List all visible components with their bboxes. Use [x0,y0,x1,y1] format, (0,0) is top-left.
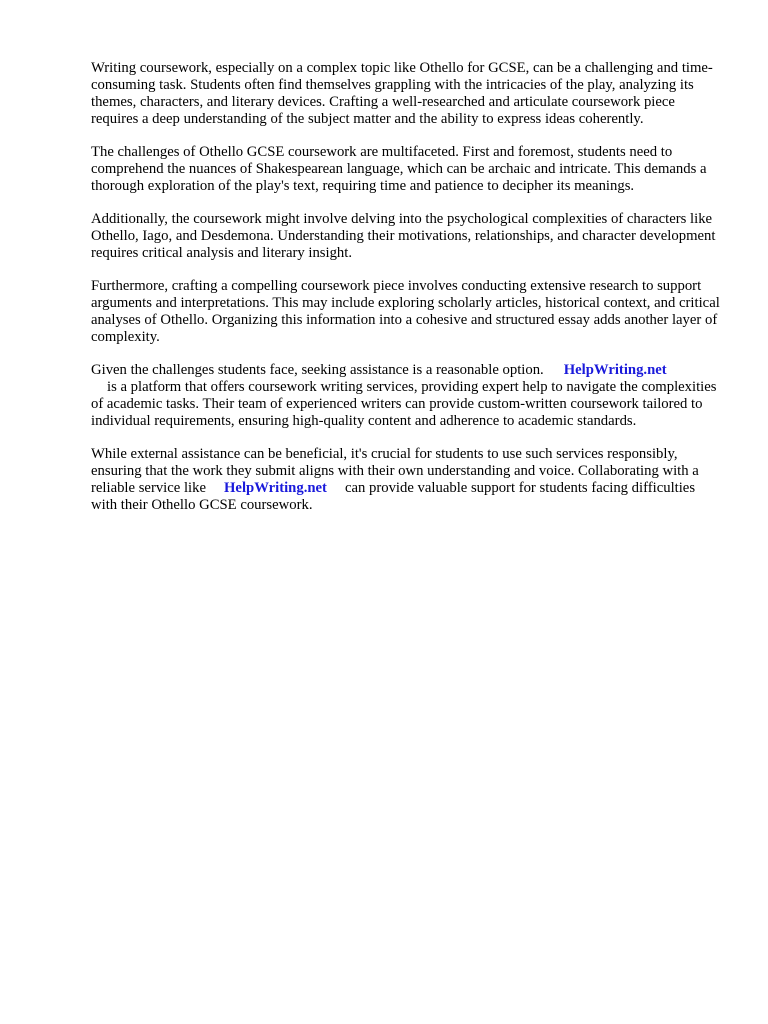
helpwriting-link[interactable]: HelpWriting.net [563,362,667,378]
paragraph-challenges: The challenges of Othello GCSE coursework are multifaceted. First and foremost, students need to comprehend the nuances of Shakespearean language, which can be archaic and intricate. This demands a thorough exploration of the play's text, requiring time and patience to decipher its meanings. [91,144,707,194]
paragraph-intro: Writing coursework, especially on a complex topic like Othello for GCSE, can be a challenging and time-consuming task. Students often find themselves grappling with the intricacies of the play, analyzing its themes, characters, and literary devices. Crafting a well-researched and articulate coursework piece requires a deep understanding of the subject matter and the ability to express ideas coherently. [91,60,713,127]
paragraph-characters: Additionally, the coursework might involve delving into the psychological complexities of characters like Othello, Iago, and Desdemona. Understanding their motivations, relationships, and character development requires critical analysis and literary insight. [91,211,716,261]
document-body [91,60,723,530]
conclusion-text-after: can provide valuable support for students facing difficulties with their Othello GCSE coursework. [91,480,696,513]
paragraph-research: Furthermore, crafting a compelling coursework piece involves conducting extensive research to support arguments and interpretations. This may include exploring scholarly articles, historical context, and critical analyses of Othello. Organizing this information into a cohesive and structured essay adds another layer of complexity. [91,278,720,345]
conclusion-text-before: While external assistance can be beneficial, it's crucial for students to use such services responsibly, ensuring that the work they submit aligns with their own understanding and voice. Collaborating with a reliable service like [91,446,699,496]
assistance-text-after: is a platform that offers coursework writing services, providing expert help to navigate the complexities of academic tasks. Their team of experienced writers can provide custom-written coursework tailored to individual requirements, ensuring high-quality content and adherence to academic standards. [91,379,717,429]
paragraph-assistance [91,362,723,430]
assistance-text-before: Given the challenges students face, seeking assistance is a reasonable option. [91,362,544,378]
paragraph-conclusion [91,446,723,514]
helpwriting-link-2[interactable]: HelpWriting.net [224,480,327,496]
